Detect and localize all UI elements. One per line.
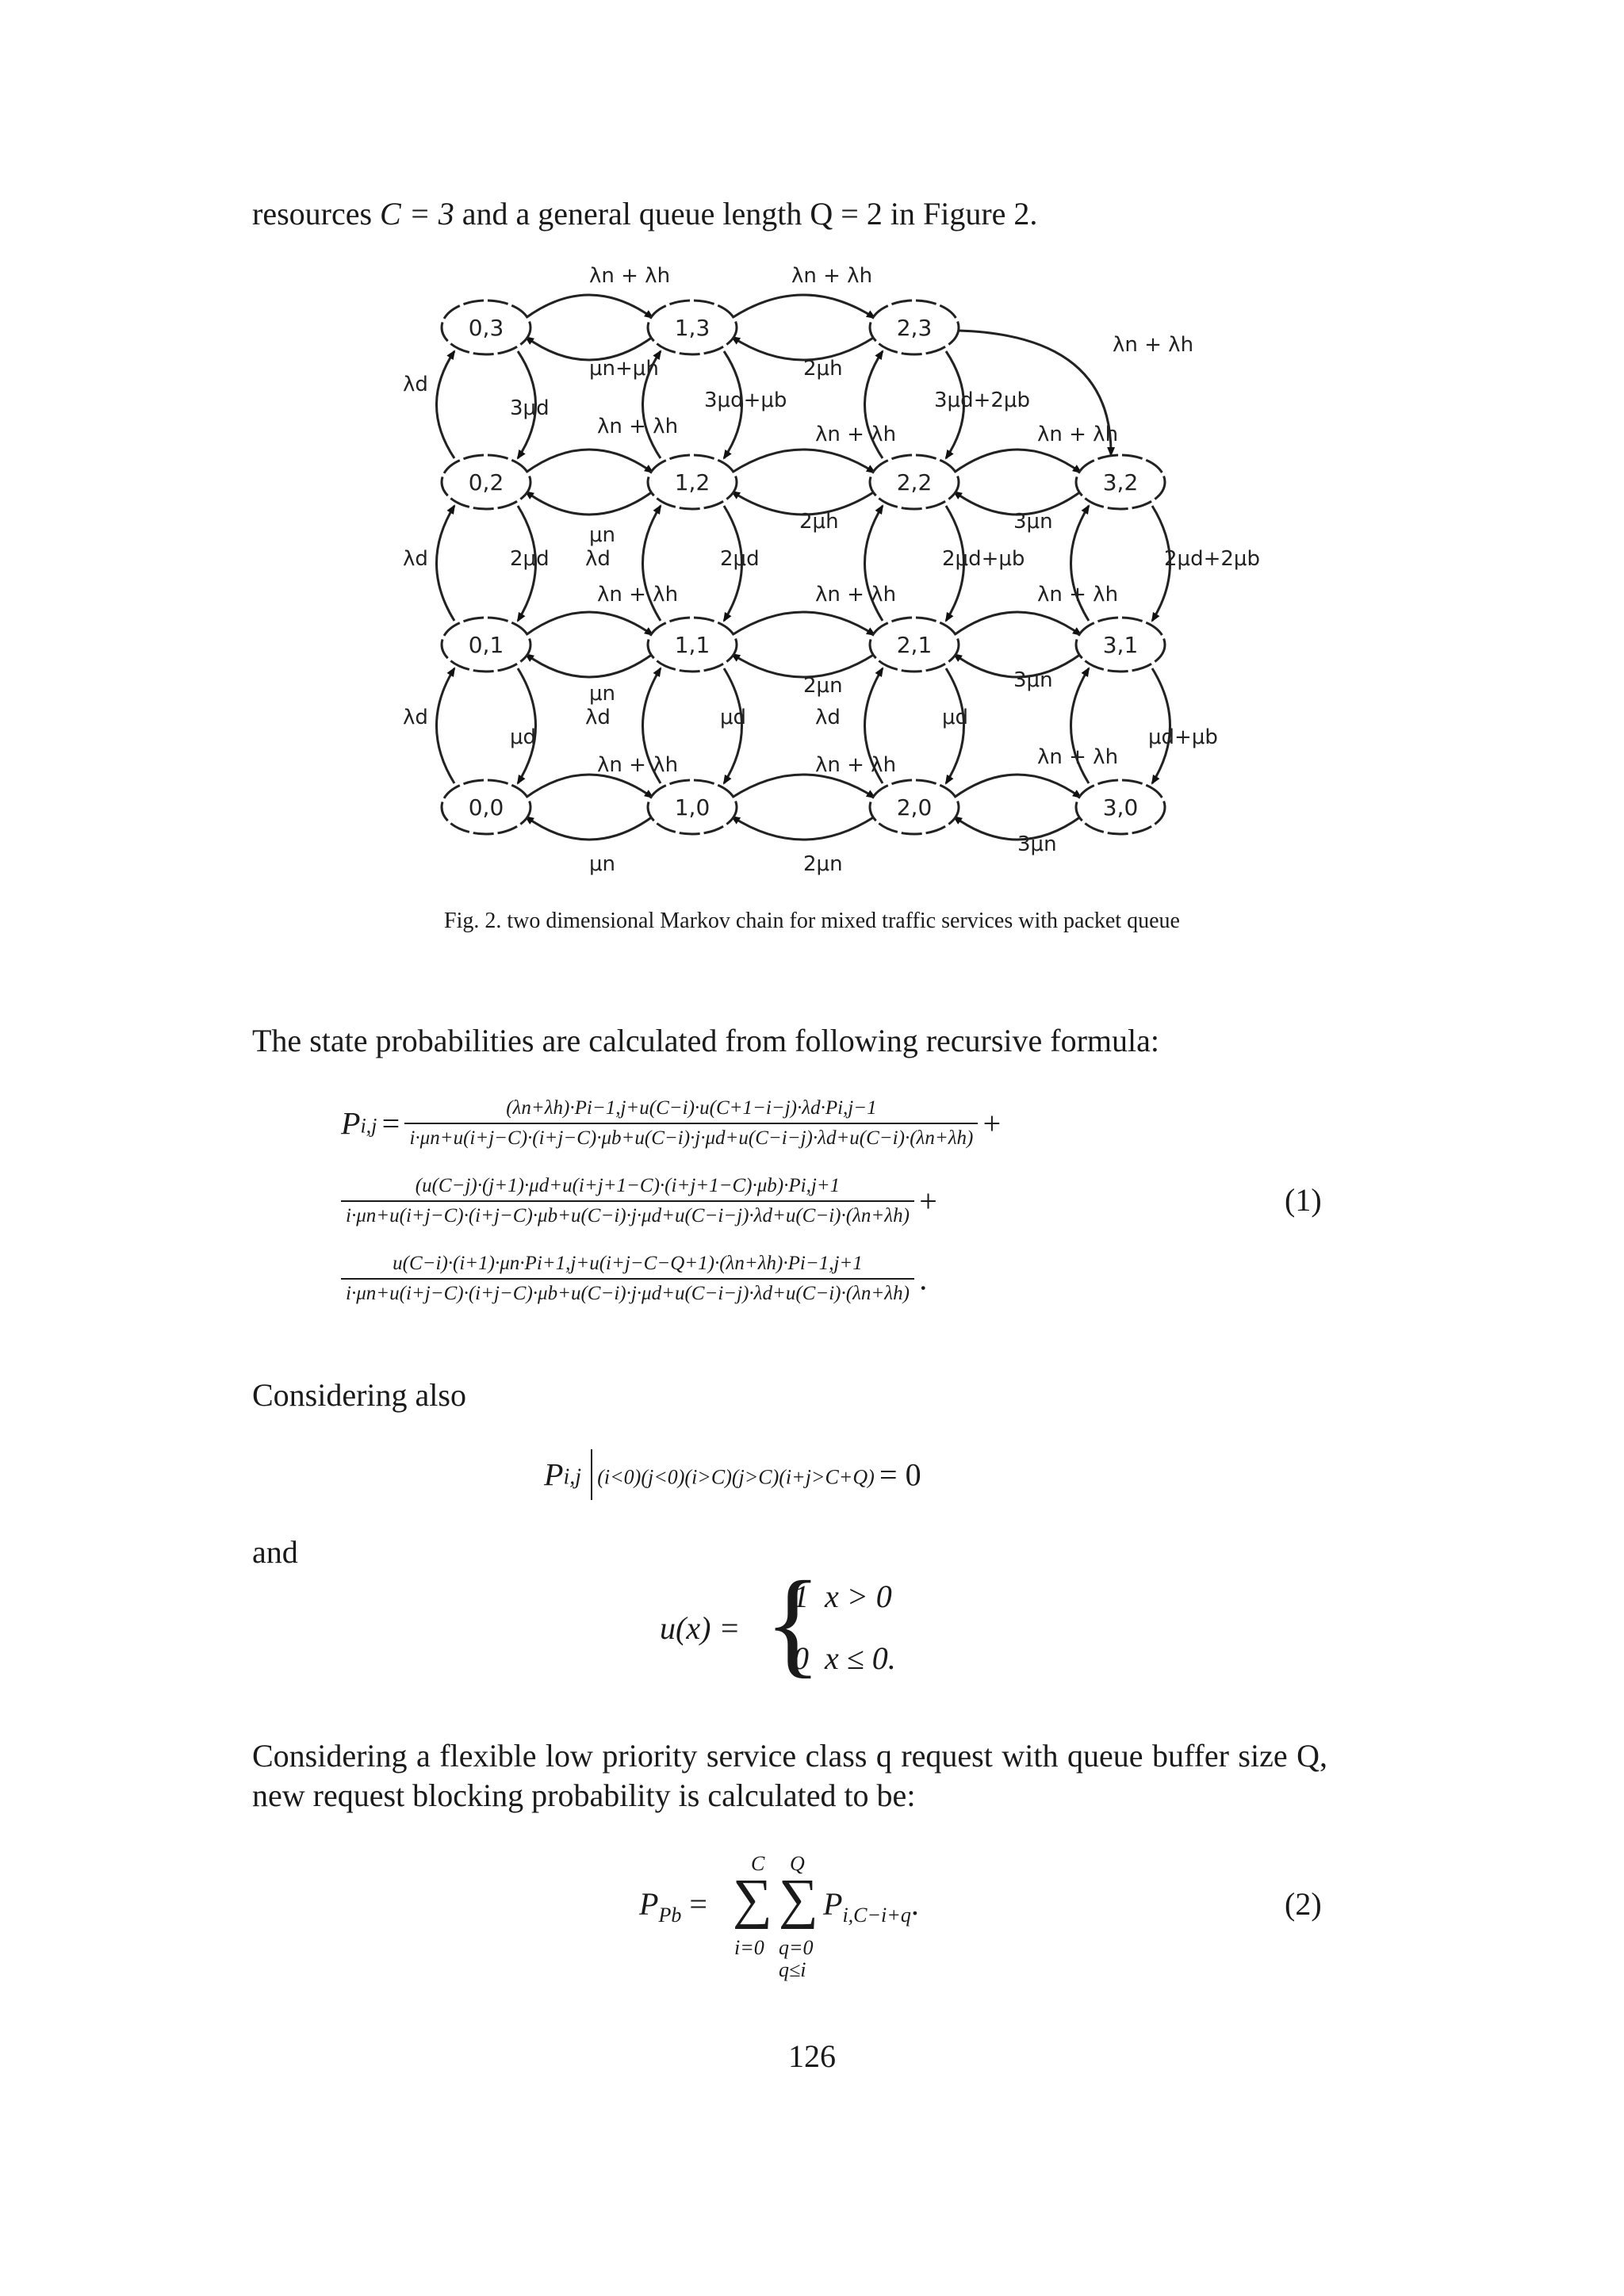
eq2-lhs-sub: Pb	[658, 1904, 682, 1927]
cond-lhs: P	[544, 1456, 564, 1493]
eq1-number: (1)	[1285, 1182, 1322, 1218]
transition-rate-label: μn	[589, 852, 616, 876]
state-node	[870, 455, 959, 509]
state-node	[648, 780, 737, 834]
figure-caption: Fig. 2. two dimensional Markov chain for mixed traffic services with packet queue	[444, 909, 1180, 933]
transition-rate-label: 3μd+μb	[704, 388, 787, 412]
eq2-sum2-bottom-2: q≤i	[779, 1958, 806, 1981]
ux-brace: {	[764, 1557, 822, 1689]
page-number: 126	[788, 2038, 836, 2074]
state-node	[442, 455, 530, 509]
transition-rate-label: μd	[510, 725, 537, 749]
transition-rate-label: λd	[403, 373, 428, 396]
state-node	[648, 618, 737, 672]
intro-line	[252, 194, 1327, 234]
transition-rate-label: λn + λh	[791, 264, 873, 288]
transition-rate-label: λn + λh	[1037, 423, 1119, 446]
transition-rate-label: λd	[815, 706, 841, 729]
state-node-label: 1,3	[674, 315, 710, 341]
transition-rate-label: λn + λh	[597, 415, 679, 438]
transition-rate-label: 2μh	[799, 510, 839, 534]
transition-rate-label: μd	[942, 706, 969, 729]
eq2-sum1-top: C	[751, 1852, 765, 1875]
transition-rate-label: λn + λh	[589, 264, 671, 288]
edge-forward-10	[954, 775, 1081, 798]
transition-rate-label: λn + λh	[1113, 333, 1194, 357]
state-node-label: 2,1	[896, 632, 933, 658]
transition-rate-label: 2μd	[510, 547, 550, 571]
eq1-line1	[341, 1097, 1001, 1150]
cond-bar	[591, 1449, 592, 1500]
transition-rate-label: λn + λh	[1037, 583, 1119, 607]
edge-up-1	[437, 506, 455, 621]
transition-rate-label: μn	[589, 523, 616, 547]
edge-back-2	[526, 492, 653, 515]
state-node	[648, 300, 737, 354]
state-node-label: 0,3	[468, 315, 504, 341]
eq1-plus-1: +	[982, 1105, 1002, 1142]
transition-rate-label: λd	[403, 547, 428, 571]
transition-rate-label: λn + λh	[815, 583, 897, 607]
transition-rate-label: λn + λh	[597, 753, 679, 777]
eq2-sum1-sigma: ∑	[733, 1869, 772, 1930]
state-node-label: 2,3	[896, 315, 933, 341]
markov-chain-diagram	[387, 252, 1260, 878]
state-node	[442, 300, 530, 354]
state-node	[870, 780, 959, 834]
eq2-end: .	[910, 1886, 919, 1922]
edge-forward-5	[526, 612, 653, 635]
eq1-lhs-sub: i,j	[360, 1114, 377, 1138]
cond-subscript: (i<0)(j<0)(i>C)(j>C)(i+j>C+Q)	[597, 1465, 875, 1489]
cond-rhs: = 0	[879, 1456, 921, 1493]
eq1-denominator-2: i·μn+u(i+j−C)·(i+j−C)·μb+u(C−i)·j·μd+u(C−i−j)·λd+u(C−i)·(λn+λh)	[346, 1205, 910, 1226]
eq1-line3	[341, 1253, 927, 1305]
eq2-number: (2)	[1285, 1886, 1322, 1922]
transition-rate-label: 2μd+μb	[942, 547, 1025, 571]
edge-forward-7	[954, 612, 1081, 635]
transition-rate-label: μn	[589, 682, 616, 706]
eq2-lhs: P	[639, 1886, 659, 1922]
state-node	[870, 300, 959, 354]
intro-suffix: and a general queue length Q = 2 in Figure 2.	[454, 196, 1038, 232]
state-node-label: 3,2	[1102, 469, 1139, 496]
state-node	[442, 618, 530, 672]
state-node-label: 1,0	[674, 794, 710, 821]
eq2-term-sub: i,C−i+q	[842, 1904, 911, 1927]
state-node	[648, 455, 737, 509]
eq2-lhs-group	[639, 1885, 707, 1927]
eq1-fraction-3	[341, 1253, 914, 1305]
eq2-sum2-sigma: ∑	[779, 1869, 818, 1930]
para-recursive: The state probabilities are calculated from following recursive formula:	[252, 1023, 1160, 1058]
edge-forward-0	[526, 295, 653, 318]
eq1-denominator-1: i·μn+u(i+j−C)·(i+j−C)·μb+u(C−i)·j·μd+u(C−i−j)·λd+u(C−i)·(λn+λh)	[409, 1127, 974, 1149]
eq1-lhs: P	[341, 1105, 361, 1142]
eq1-equals: =	[381, 1105, 400, 1142]
transition-rate-label: 3μn	[1017, 832, 1057, 856]
transition-rate-label: μd	[720, 706, 747, 729]
edge-up-0	[437, 668, 455, 783]
edge-up-2	[437, 351, 455, 458]
transition-rate-label: 2μn	[803, 674, 843, 698]
transition-rate-label: λn + λh	[815, 753, 897, 777]
eq2-term-group	[823, 1885, 919, 1927]
edge-forward-9	[732, 775, 875, 798]
transition-rate-label: 3μn	[1013, 510, 1053, 534]
eq1-line2	[341, 1175, 937, 1227]
ux-case-2: 0 x ≤ 0.	[793, 1640, 896, 1676]
state-node-label: 0,0	[468, 794, 504, 821]
transition-rate-label: λn + λh	[597, 583, 679, 607]
state-node	[442, 780, 530, 834]
transition-rate-label: λn + λh	[1037, 745, 1119, 769]
state-node	[870, 618, 959, 672]
transition-rate-label: 3μd	[510, 396, 550, 420]
state-node-label: 3,1	[1102, 632, 1139, 658]
cond-lhs-sub: i,j	[563, 1464, 581, 1490]
eq1-numerator-3: u(C−i)·(i+1)·μn·Pi+1,j+u(i+j−C−Q+1)·(λn+λh)·Pi−1,j+1	[341, 1253, 914, 1280]
condition-line	[544, 1449, 921, 1500]
eq2-equals: =	[689, 1886, 707, 1922]
edge-forward-1	[732, 295, 875, 318]
transition-rate-label: λd	[585, 706, 611, 729]
state-node-label: 3,0	[1102, 794, 1139, 821]
transition-rate-label: 2μd+2μb	[1164, 547, 1260, 571]
ux-case-1: 1 x > 0	[793, 1578, 892, 1614]
intro-math: C = 3	[380, 196, 454, 232]
eq1-end: .	[919, 1261, 928, 1297]
eq1-fraction-1	[404, 1097, 978, 1150]
transition-rate-label: μn+μh	[589, 357, 659, 381]
ux-lhs: u(x) =	[660, 1610, 741, 1646]
state-node	[1076, 455, 1165, 509]
state-node	[1076, 780, 1165, 834]
eq1-fraction-2	[341, 1175, 914, 1227]
transition-rate-label: 2μd	[720, 547, 760, 571]
transition-rate-label: 3μd+2μb	[934, 388, 1030, 412]
eq1-numerator-2: (u(C−j)·(j+1)·μd+u(i+j+1−C)·(i+j+1−C)·μb)·Pi,j+1	[341, 1175, 914, 1202]
state-node-label: 2,0	[896, 794, 933, 821]
transition-rate-label: λd	[585, 547, 611, 571]
state-node-label: 0,2	[468, 469, 504, 496]
transition-rate-label: λn + λh	[815, 423, 897, 446]
edge-forward-8	[526, 775, 653, 798]
eq2-sum2-top: Q	[790, 1852, 805, 1875]
transition-rate-label: μd+μb	[1148, 725, 1218, 749]
state-node-label: 1,1	[674, 632, 710, 658]
state-node-label: 1,2	[674, 469, 710, 496]
eq2-sum2-bottom-1: q=0	[779, 1936, 814, 1959]
transition-rate-label: 2μh	[803, 357, 843, 381]
transition-rate-label: 2μn	[803, 852, 843, 876]
edge-back-9	[732, 817, 875, 840]
eq2-term: P	[823, 1886, 843, 1922]
eq2-sum1-bottom: i=0	[734, 1936, 764, 1959]
eq2	[639, 1847, 956, 1981]
transition-rate-label: λd	[403, 706, 428, 729]
state-node-label: 2,2	[896, 469, 933, 496]
state-node	[1076, 618, 1165, 672]
para-and: and	[252, 1534, 298, 1570]
transition-rate-label: 3μn	[1013, 668, 1053, 692]
para-considering: Considering also	[252, 1377, 466, 1413]
eq1-denominator-3: i·μn+u(i+j−C)·(i+j−C)·μb+u(C−i)·j·μd+u(C−i−j)·λd+u(C−i)·(λn+λh)	[346, 1283, 910, 1304]
eq1-plus-2: +	[919, 1183, 937, 1219]
edge-forward-6	[732, 612, 875, 635]
para-flexible: Considering a flexible low priority service class q request with queue buffer size Q, new request blocking probability is calculated to be:	[252, 1738, 1327, 1813]
state-node-label: 0,1	[468, 632, 504, 658]
edge-forward-2	[526, 450, 653, 473]
intro-prefix: resources	[252, 196, 381, 232]
edge-forward-4	[954, 450, 1081, 473]
edge-back-8	[526, 817, 653, 840]
eq1-numerator-1: (λn+λh)·Pi−1,j+u(C−i)·u(C+1−i−j)·λd·Pi,j−1	[404, 1097, 978, 1124]
edge-forward-3	[732, 450, 875, 473]
edge-back-5	[526, 654, 653, 677]
